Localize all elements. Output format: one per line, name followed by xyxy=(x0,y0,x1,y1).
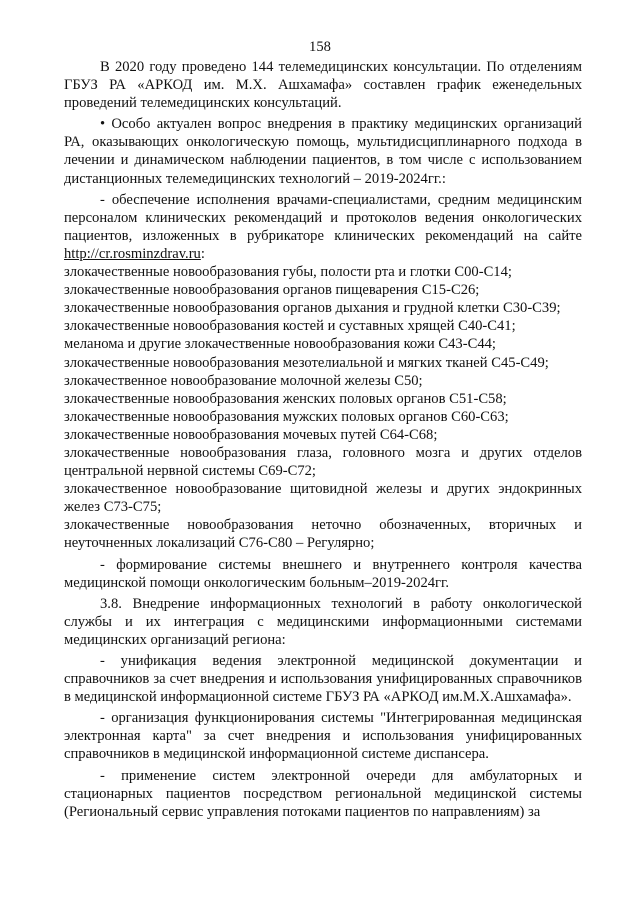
list-item: злокачественные новообразования органов дыхания и грудной клетки С30-С39; xyxy=(64,300,561,317)
list-item: злокачественные новообразования губы, полости рта и глотки С00-С14; xyxy=(64,264,512,281)
list-item: меланома и другие злокачественные новообразования кожи С43-С44; xyxy=(64,336,496,353)
paragraph-electronic-queue: - применение систем электронной очереди для амбулаторных и стационарных пациентов посредством региональной медицинской системы (Региональный сервис управления потоками пациентов по направлениям) за xyxy=(64,767,582,820)
list-item: злокачественные новообразования мезотелиальной и мягких тканей С45-С49; xyxy=(64,354,549,371)
paragraph-integrated-card: - организация функционирования системы "Интегрированная медицинская электронная карта" за счет внедрения и использования унифицированных справочников в медицинской информационной системе диспансера. xyxy=(64,710,582,763)
paragraph-quality-control: - формирование системы внешнего и внутреннего контроля качества медицинской помощи онкологическим больным–2019-2024гг. xyxy=(64,556,582,591)
section-3-8-heading: 3.8. Внедрение информационных технологий в работу онкологической службы и их интеграция с медицинскими информационными системами медицинских организаций региона: xyxy=(64,595,582,648)
list-item: злокачественные новообразования женских половых органов С51-С58; xyxy=(64,390,507,407)
list-item: злокачественные новообразования глаза, головного мозга и других отделов центральной нервной системы С69-С72; xyxy=(64,444,582,480)
list-item: злокачественные новообразования органов пищеварения С15-С26; xyxy=(64,282,480,299)
list-item: злокачественные новообразования мочевых путей С64-С68; xyxy=(64,426,438,443)
list-item: злокачественное новообразование щитовидной железы и других эндокринных желез С73-С75; xyxy=(64,481,582,516)
page-number: 158 xyxy=(309,39,331,55)
list-item: злокачественное новообразование молочной железы С50; xyxy=(64,372,423,389)
paragraph-clinical-recommendations xyxy=(64,191,582,263)
recommendations-colon: : xyxy=(200,245,205,262)
paragraph-unification: - унификация ведения электронной медицинской документации и справочников за счет внедрения и использования унифицированных справочников в медицинской информационной системе ГБУЗ РА «АРКОД им.М.Х.Ашхамафа». xyxy=(64,653,582,706)
list-item: злокачественные новообразования мужских половых органов С60-С63; xyxy=(64,408,509,425)
rosminzdrav-link[interactable]: http://cr.rosminzdrav.ru xyxy=(64,245,201,262)
neoplasm-list xyxy=(64,263,582,553)
list-item: злокачественные новообразования неточно обозначенных, вторичных и неуточненных локализаций С76-С80 – Регулярно; xyxy=(64,517,582,552)
paragraph-multidisciplinary: • Особо актуален вопрос внедрения в практику медицинских организаций РА, оказывающих онкологическую помощь, мультидисциплинарного подхода в лечении и динамическом наблюдении пациентов, в том числе с использованием дистанционных телемедицинских технологий – 2019-2024гг.: xyxy=(64,116,582,187)
document-body xyxy=(64,58,582,824)
paragraph-telemedicine-2020: В 2020 году проведено 144 телемедицинских консультации. По отделениям ГБУЗ РА «АРКОД им. М.Х. Ашхамафа» составлен график еженедельных проведений телемедицинских консультаций. xyxy=(64,59,582,112)
list-item: злокачественные новообразования костей и суставных хрящей С40-С41; xyxy=(64,318,516,335)
recommendations-text: - обеспечение исполнения врачами-специалистами, средним медицинским персоналом клинических рекомендаций и протоколов ведения онкологических пациентов, изложенных в рубрикаторе клинических рекомендаций на сайте xyxy=(64,191,582,244)
